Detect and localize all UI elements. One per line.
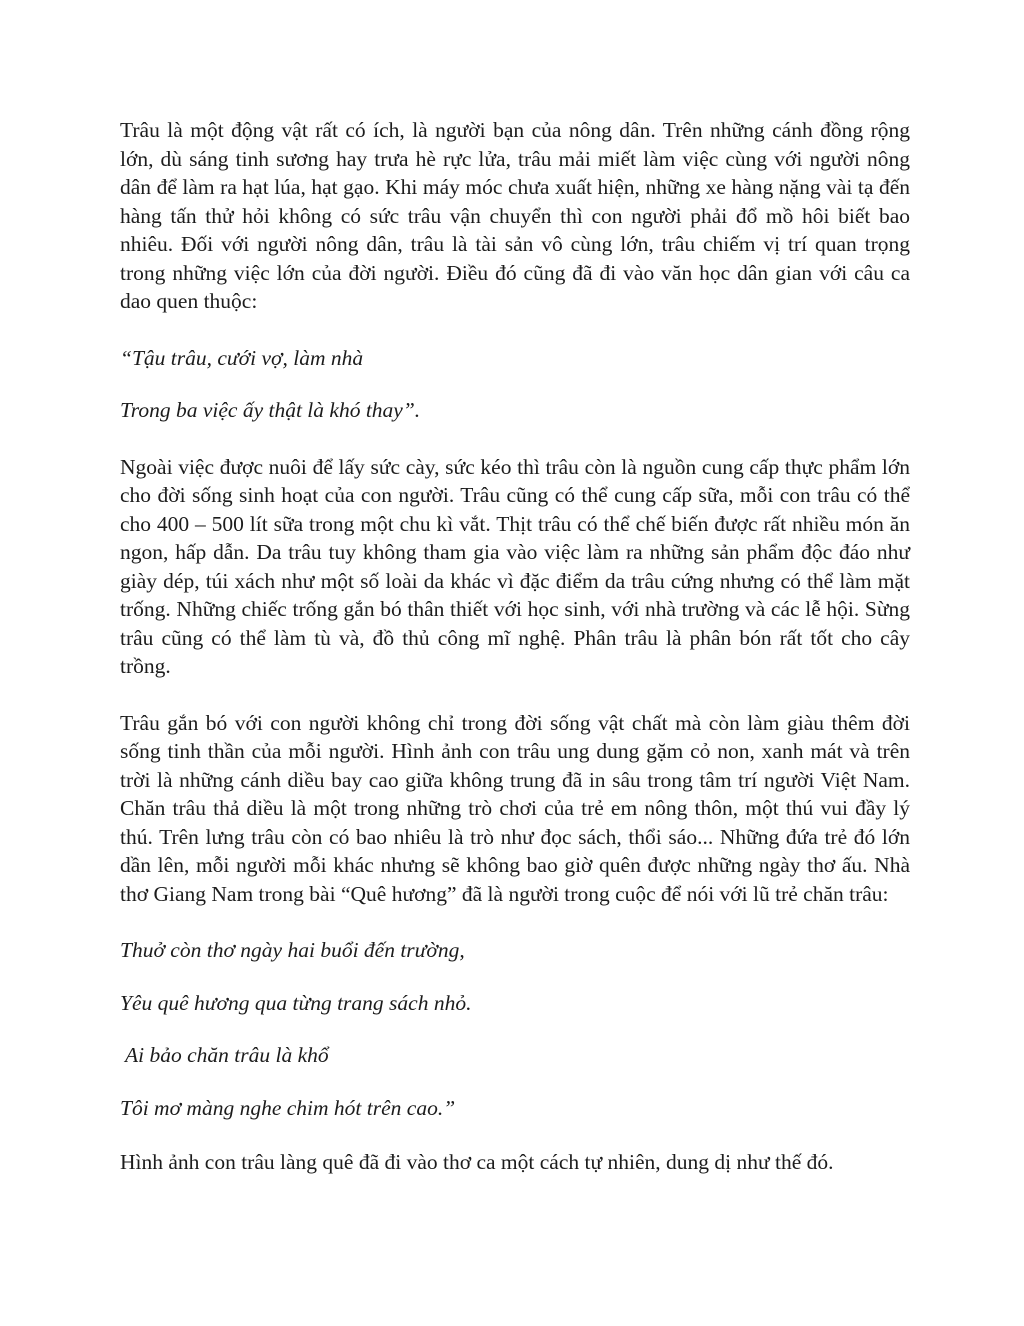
paragraph-conclusion: Hình ảnh con trâu làng quê đã đi vào thơ ca một cách tự nhiên, dung dị như thế đó.: [120, 1150, 834, 1174]
verse-line: Thuở còn thơ ngày hai buổi đến trường,: [120, 938, 465, 962]
document-page: [120, 116, 910, 1177]
verse-line: Ai bảo chăn trâu là khổ: [120, 1043, 329, 1067]
paragraph-uses: Ngoài việc được nuôi để lấy sức cày, sức kéo thì trâu còn là nguồn cung cấp thực phẩm lớn cho đời sống sinh hoạt của con người. Trâu cũng có thể cung cấp sữa, mỗi con trâu có thể cho 400 – 500 lít sữa trong một chu kì vắt. Thịt trâu có thể chế biến được rất nhiều món ăn ngon, hấp dẫn. Da trâu tuy không tham gia vào việc làm ra những sản phẩm độc đáo như giày dép, túi xách như một số loài da khác vì đặc điểm da trâu cứng nhưng có thể làm mặt trống. Những chiếc trống gắn bó thân thiết với học sinh, với nhà trường và các lễ hội. Sừng trâu cũng có thể làm tù và, đồ thủ công mĩ nghệ. Phân trâu là phân bón rất tốt cho cây trồng.: [120, 454, 910, 678]
verse-line: Yêu quê hương qua từng trang sách nhỏ.: [120, 990, 472, 1015]
paragraph-spirit: Trâu gắn bó với con người không chỉ trong đời sống vật chất mà còn làm giàu thêm đời sống tinh thần của mỗi người. Hình ảnh con trâu ung dung gặm cỏ non, xanh mát và trên trời là những cánh diều bay cao giữa không trung đã in sâu trong tâm trí người Việt Nam. Chăn trâu thả diều là một trong những trò chơi của trẻ em nông thôn, một thú vui đầy lý thú. Trên lưng trâu còn có bao nhiêu là trò như đọc sách, thổi sáo... Những đứa trẻ đó lớn dần lên, mỗi người mỗi khác nhưng sẽ không bao giờ quên được những ngày thơ ấu. Nhà thơ Giang Nam trong bài “Quê hương” đã là người trong cuộc để nói với lũ trẻ chăn trâu:: [120, 710, 910, 906]
verse-line: “Tậu trâu, cưới vợ, làm nhà: [120, 345, 364, 370]
paragraph-intro: Trâu là một động vật rất có ích, là người bạn của nông dân. Trên những cánh đồng rộng lớn, dù sáng tinh sương hay trưa hè rực lửa, trâu mải miết làm việc cùng với người nông dân để làm ra hạt lúa, hạt gạo. Khi máy móc chưa xuất hiện, những xe hàng nặng vài tạ đến hàng tấn thử hỏi không có sức trâu vận chuyển thì con người phải đổ mồ hôi biết bao nhiêu. Đối với người nông dân, trâu là tài sản vô cùng lớn, trâu chiếm vị trí quan trọng trong những việc lớn của đời người. Điều đó cũng đã đi vào văn học dân gian với câu ca dao quen thuộc:: [120, 118, 910, 313]
verse-line: Tôi mơ màng nghe chim hót trên cao.”: [120, 1095, 456, 1120]
verse-line: Trong ba việc ấy thật là khó thay”.: [120, 398, 421, 422]
